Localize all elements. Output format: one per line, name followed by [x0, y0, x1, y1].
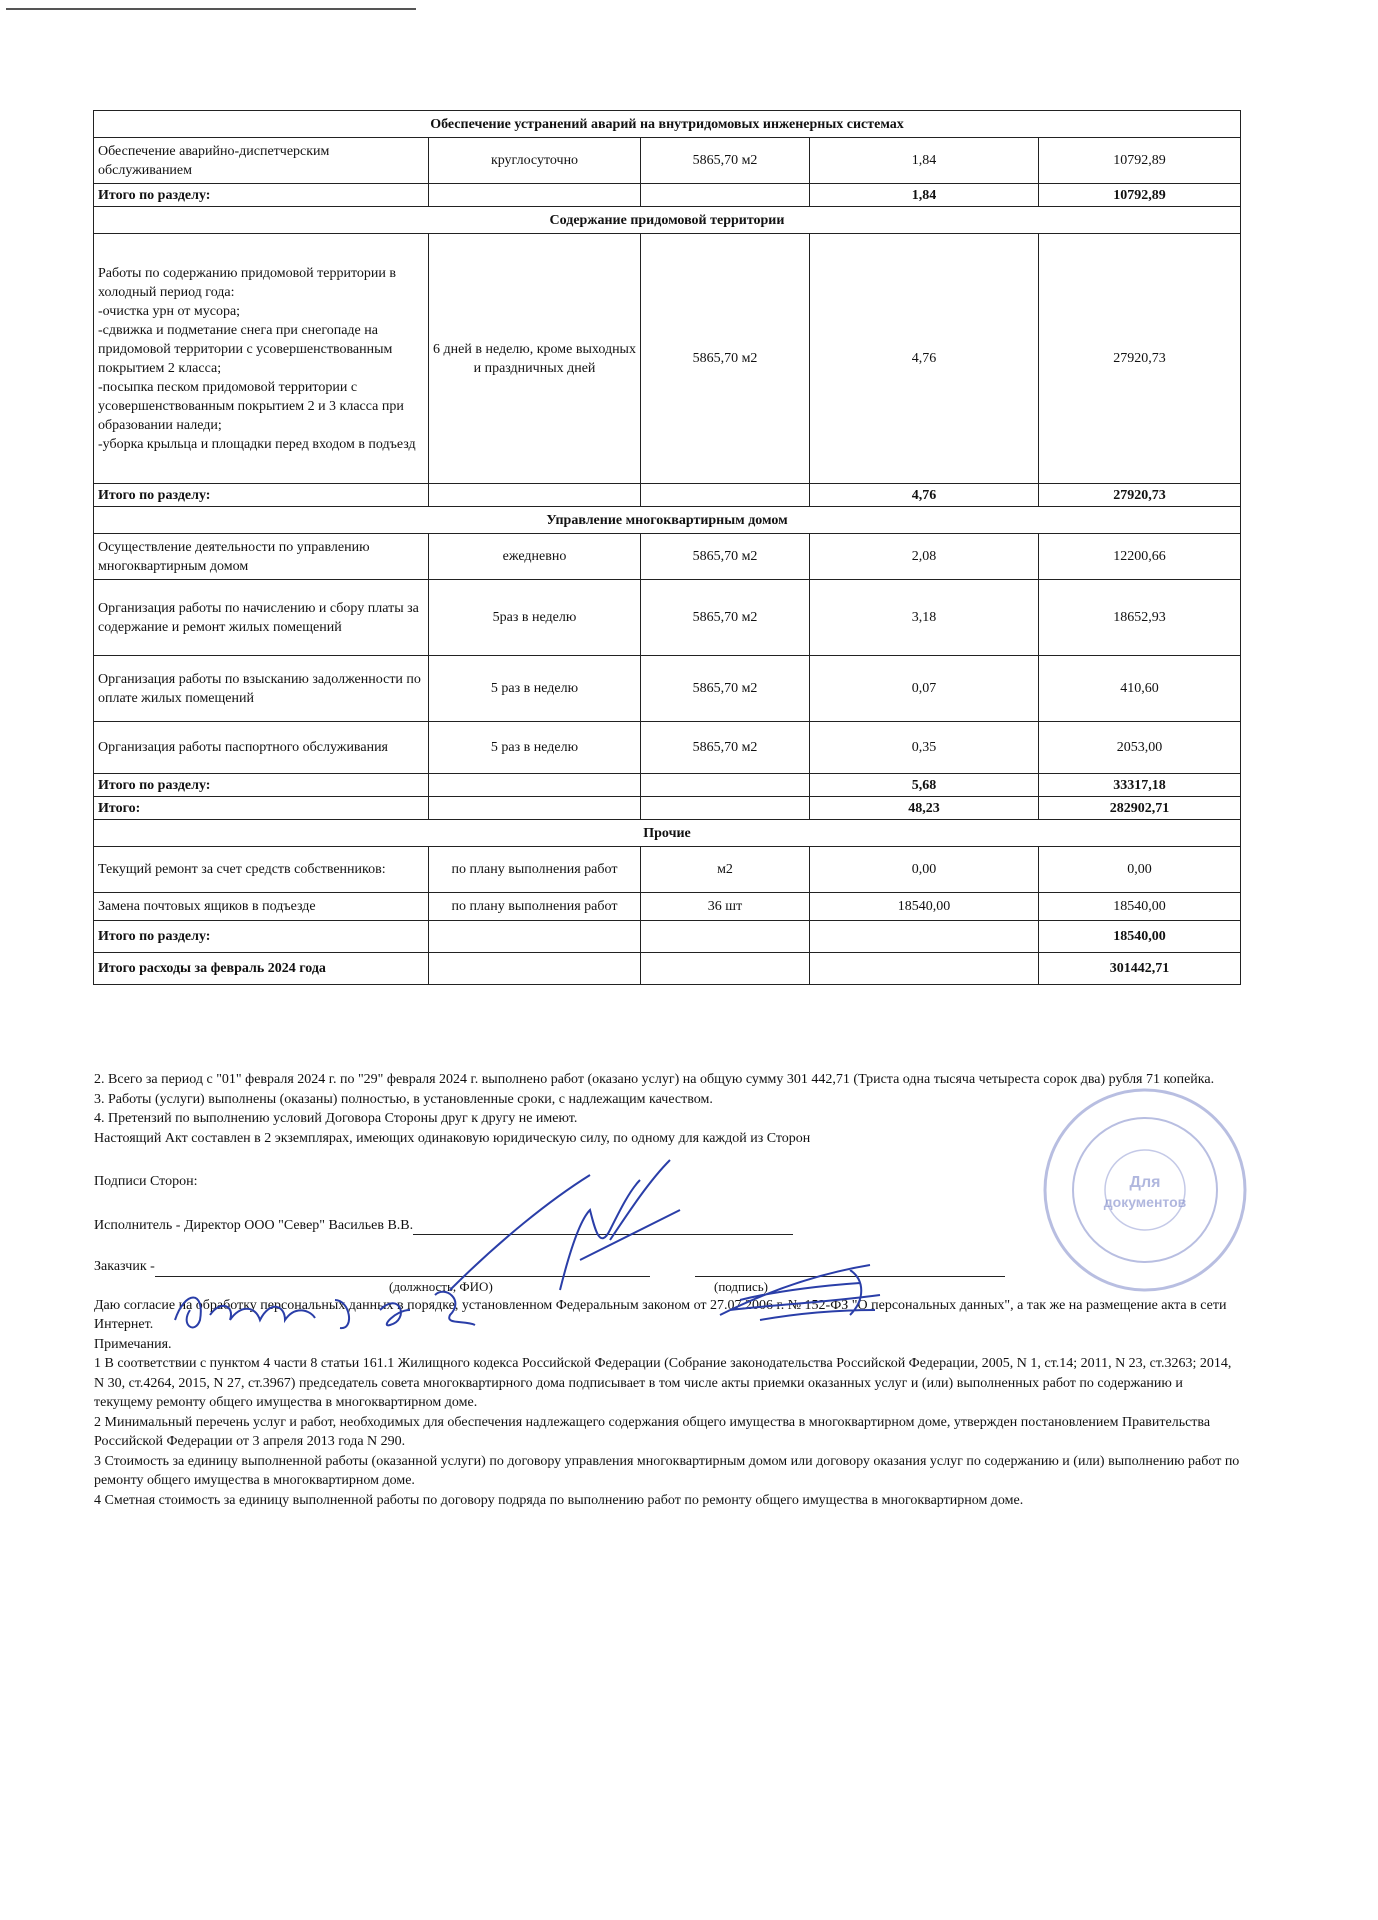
section-total-sum: 33317,18: [1039, 774, 1241, 797]
service-area: 5865,70 м2: [641, 138, 810, 184]
paragraph-quality: 3. Работы (услуги) выполнены (оказаны) полностью, в установленные сроки, с надлежащим качеством.: [94, 1091, 713, 1107]
section-total-row: [94, 184, 1241, 207]
grand-total-row: [94, 797, 1241, 820]
service-rate: 0,35: [810, 722, 1039, 774]
section-total-label: Итого по разделу:: [94, 921, 429, 953]
executor-signature: [440, 1150, 700, 1300]
section-header: [94, 111, 1241, 138]
section-header: [94, 820, 1241, 847]
paragraph-total: 2. Всего за период с "01" февраля 2024 г. по "29" февраля 2024 г. выполнено работ (оказано услуг) на общую сумму 301 442,71 (Триста одна тысяча четыреста сорок два) рубля 71 копейка.: [94, 1072, 1215, 1087]
service-sum: 18540,00: [1039, 893, 1241, 921]
customer-signature: [700, 1255, 900, 1335]
service-frequency: ежедневно: [429, 534, 641, 580]
service-frequency: по плану выполнения работ: [429, 847, 641, 893]
service-sum: 18652,93: [1039, 580, 1241, 656]
expenses-total-sum: 301442,71: [1039, 953, 1241, 985]
service-name: Осуществление деятельности по управлению многоквартирным домом: [94, 534, 429, 580]
service-area: 5865,70 м2: [641, 656, 810, 722]
table-row: [94, 234, 1241, 484]
service-area: м2: [641, 847, 810, 893]
service-rate: 2,08: [810, 534, 1039, 580]
svg-text:документов: документов: [1103, 1194, 1187, 1210]
expenses-total-label: Итого расходы за февраль 2024 года: [94, 953, 429, 985]
customer-handwritten-name: [165, 1280, 505, 1340]
service-rate: 4,76: [810, 234, 1039, 484]
section-total-label: Итого по разделу:: [94, 484, 429, 507]
service-area: 5865,70 м2: [641, 234, 810, 484]
scan-top-line: [6, 8, 416, 10]
service-rate: 3,18: [810, 580, 1039, 656]
service-rate: 1,84: [810, 138, 1039, 184]
service-rate: 18540,00: [810, 893, 1039, 921]
service-rate: 0,07: [810, 656, 1039, 722]
signatures-label: Подписи Сторон:: [94, 1174, 198, 1189]
section-header: [94, 507, 1241, 534]
section-total-rate: 1,84: [810, 184, 1039, 207]
service-sum: 2053,00: [1039, 722, 1241, 774]
services-table: [93, 110, 1241, 985]
paragraph-copies: Настоящий Акт составлен в 2 экземплярах, имеющих одинаковую юридическую силу, по одному для каждой из Сторон: [94, 1130, 811, 1146]
service-name: Обеспечение аварийно-диспетчерским обслуживанием: [94, 138, 429, 184]
table-row: [94, 722, 1241, 774]
service-frequency: 5 раз в неделю: [429, 656, 641, 722]
service-area: 5865,70 м2: [641, 580, 810, 656]
grand-total-label: Итого:: [94, 797, 429, 820]
service-sum: 410,60: [1039, 656, 1241, 722]
note-3: 3 Стоимость за единицу выполненной работы (оказанной услуги) по договору управления многоквартирным домом или договору оказания услуг по содержанию и (или) выполнению работ по ремонту общего имущества в многоквартирном доме.: [94, 1453, 1240, 1488]
section-total-label: Итого по разделу:: [94, 774, 429, 797]
service-area: 5865,70 м2: [641, 534, 810, 580]
service-rate: 0,00: [810, 847, 1039, 893]
service-name: Организация работы по начислению и сбору платы за содержание и ремонт жилых помещений: [94, 580, 429, 656]
service-frequency: 6 дней в неделю, кроме выходных и праздничных дней: [429, 234, 641, 484]
service-name: Организация работы паспортного обслуживания: [94, 722, 429, 774]
section-total-row: [94, 774, 1241, 797]
executor-label: Исполнитель - Директор ООО "Север" Васильев В.В.: [94, 1217, 414, 1233]
svg-text:Для: Для: [1129, 1174, 1161, 1191]
section-total-sum: 18540,00: [1039, 921, 1241, 953]
signature-hint: (подпись): [714, 1278, 768, 1294]
service-sum: 10792,89: [1039, 138, 1241, 184]
table-row: [94, 580, 1241, 656]
service-frequency: 5раз в неделю: [429, 580, 641, 656]
section-total-label: Итого по разделу:: [94, 184, 429, 207]
note-4: 4 Сметная стоимость за единицу выполненной работы по договору подряда по выполнению работ по ремонту общего имущества в многоквартирном доме.: [94, 1492, 1024, 1508]
section-title: Прочие: [94, 820, 1241, 847]
service-name: Текущий ремонт за счет средств собственников:: [94, 847, 429, 893]
service-area: 36 шт: [641, 893, 810, 921]
table-row: [94, 656, 1241, 722]
service-name: Работы по содержанию придомовой территории в холодный период года: -очистка урн от мусора; -сдвижка и подметание снега при снегопаде на придомовой территории с усовершенствованным покрытием 2 класса; -посыпка песком придомовой территории с усовершенствованным покрытием 2 и 3 класса при образовании наледи; -уборка крыльца и площадки перед входом в подъезд: [94, 234, 429, 484]
note-2: 2 Минимальный перечень услуг и работ, необходимых для обеспечения надлежащего содержания общего имущества в многоквартирном доме, утвержден постановлением Правительства Российской Федерации от 3 апреля 2013 года N 290.: [94, 1414, 1211, 1449]
expenses-total-row: [94, 953, 1241, 985]
section-total-row: [94, 921, 1241, 953]
table-row: [94, 534, 1241, 580]
service-name: Организация работы по взысканию задолженности по оплате жилых помещений: [94, 656, 429, 722]
notes-label: Примечания.: [94, 1336, 172, 1352]
section-total-rate: 5,68: [810, 774, 1039, 797]
section-header: [94, 207, 1241, 234]
service-sum: 0,00: [1039, 847, 1241, 893]
section-total-rate: 4,76: [810, 484, 1039, 507]
paragraph-claims: 4. Претензий по выполнению условий Договора Стороны друг к другу не имеют.: [94, 1111, 578, 1126]
section-total-sum: 27920,73: [1039, 484, 1241, 507]
position-hint: (должность, ФИО): [389, 1278, 493, 1294]
section-total-sum: 10792,89: [1039, 184, 1241, 207]
table-row: [94, 847, 1241, 893]
grand-total-rate: 48,23: [810, 797, 1039, 820]
consent-text: Даю согласие на обработку персональных данных в порядке, установленном Федеральным законом от 27.07.2006 г. № 152-ФЗ "О персональных данных", а так же на размещение акта в сети Интернет.: [94, 1297, 1227, 1332]
section-title: Управление многоквартирным домом: [94, 507, 1241, 534]
service-sum: 12200,66: [1039, 534, 1241, 580]
section-title: Содержание придомовой территории: [94, 207, 1241, 234]
service-frequency: круглосуточно: [429, 138, 641, 184]
grand-total-sum: 282902,71: [1039, 797, 1241, 820]
organization-stamp: [1040, 1085, 1250, 1295]
section-title: Обеспечение устранений аварий на внутридомовых инженерных системах: [94, 111, 1241, 138]
service-frequency: по плану выполнения работ: [429, 893, 641, 921]
table-row: [94, 893, 1241, 921]
service-sum: 27920,73: [1039, 234, 1241, 484]
service-area: 5865,70 м2: [641, 722, 810, 774]
service-frequency: 5 раз в неделю: [429, 722, 641, 774]
section-total-row: [94, 484, 1241, 507]
note-1: 1 В соответствии с пунктом 4 части 8 статьи 161.1 Жилищного кодекса Российской Федерации (Собрание законодательства Российской Федерации, 2005, N 1, ст.14; 2011, N 23, ст.3263; 2014, N 30, ст.4264, 2015, N 27, ст.3967) председатель совета многоквартирного дома подписывает в том числе акты приемки оказанных услуг и (или) выполненных работ по содержанию и текущему ремонту общего имущества в многоквартирном доме.: [94, 1356, 1232, 1410]
service-name: Замена почтовых ящиков в подъезде: [94, 893, 429, 921]
customer-label: Заказчик -: [94, 1259, 155, 1274]
table-row: [94, 138, 1241, 184]
